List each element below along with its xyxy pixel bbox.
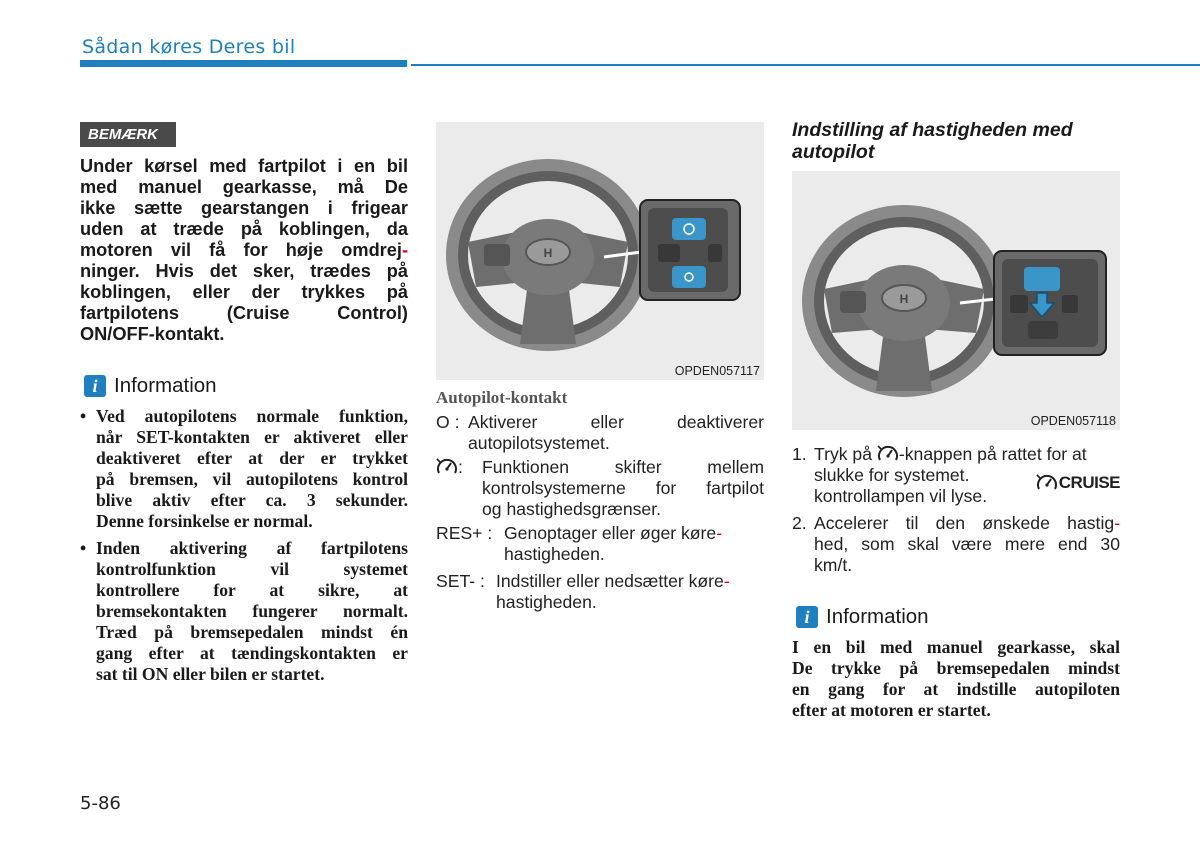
section-title: Sådan køres Deres bil [82,36,296,58]
note-line: Under kørsel med fartpilot i en bil [80,156,408,176]
info-heading-left [84,374,217,398]
hyphen-mark: - [716,523,723,543]
figure-code: OPDEN057118 [1030,414,1116,428]
def-line: Genoptager eller øger køre- [504,523,723,543]
cruise-indicator [1035,472,1120,493]
note-badge: BEMÆRK [80,122,176,147]
hyphen-mark: - [723,571,730,591]
bullet-line: sat til ON eller bilen er startet. [96,664,325,684]
def-line: Aktiverer eller deaktiverer [468,412,764,432]
bullet-line: Ved autopilotens normale funktion, [96,406,408,426]
def-item-res [436,523,764,565]
step-line: hed, som skal være mere end 30 [814,534,1120,554]
info-icon: i [796,606,818,628]
note-line: motoren vil få for høje omdrej- [80,240,408,260]
def-line: og hastighedsgrænser. [482,499,661,519]
steering-wheel-illustration [436,122,764,380]
def-term: O : [436,412,460,432]
cruise-indicator-icon [1035,473,1059,493]
info-line: De trykke på bremsepedalen mindst [792,658,1120,678]
heading-line: autopilot [792,141,875,163]
note-line: koblingen, eller der trykkes på [80,282,408,302]
def-line: Indstiller eller nedsætter køre- [496,571,730,591]
note-line: med manuel gearkasse, må De [80,177,408,197]
note-body [80,156,408,345]
note-line: ON/OFF-kontakt. [80,324,225,344]
bullet-line: Inden aktivering af fartpilotens [96,538,408,558]
step-2 [792,513,1120,576]
info-heading-right [796,605,929,629]
info-icon: i [84,375,106,397]
info-line: efter at motoren er startet. [792,700,991,720]
step-line: Tryk på -knappen på rattet for at [814,444,1087,464]
svg-text:H: H [543,246,553,260]
def-line: hastigheden. [504,544,605,564]
info-title: Information [114,374,217,397]
step-line: kontrollampen vil lyse. [814,486,988,506]
bullet-line: på bremsen, vil autopilotens kontrol [96,469,408,489]
bullet-line: kontrollere for at sikre, at [96,580,408,600]
note-line: uden at træde på koblingen, da [80,219,408,239]
note-line: ninger. Hvis det sker, trædes på [80,261,408,281]
info-line: I en bil med manuel gearkasse, skal [792,637,1120,657]
def-term: SET- : [436,571,485,591]
header-rule-thick [80,60,407,67]
cruise-indicator-text: CRUISE [1058,473,1120,492]
bullet-line: kontrolfunktion vil systemet [96,559,408,579]
hyphen-mark: - [401,240,408,260]
info-line: en gang for at indstille autopiloten [792,679,1120,699]
header-rule-thin [411,64,1200,66]
bullet-line: Denne forsinkelse er normal. [96,511,313,531]
steering-wheel-figure-2 [792,171,1120,430]
bullet-item [80,406,408,532]
cruise-speedometer-icon [877,444,899,464]
bullet-line: blive aktiv efter ca. 3 sekunder. [96,490,408,510]
bullet-line: når SET-kontakten er aktiveret eller [96,427,408,447]
info-right-body [792,637,1120,721]
info-title: Information [826,605,929,628]
cruise-speedometer-icon [436,457,458,477]
speed-setting-heading [792,119,1073,163]
bullet-dot-icon: • [80,406,87,426]
def-term: : [458,457,463,477]
bullet-line: Træd på bremsepedalen mindst én [96,622,408,642]
steps [792,444,1120,576]
svg-text:H: H [899,292,909,306]
step-number: 1. [792,444,807,464]
def-line: Funktionen skifter mellem [482,457,764,477]
step-line: slukke for systemet. [814,465,970,485]
step-number: 2. [792,513,807,533]
figure-code: OPDEN057117 [674,364,760,378]
autopilot-subheading: Autopilot-kontakt [436,388,568,407]
bullet-line: bremsekontakten fungerer normalt. [96,601,408,621]
steering-wheel-illustration [792,171,1120,430]
bullet-line: gang efter at tændingskontakten er [96,643,408,663]
hyphen-mark: - [1114,513,1120,533]
bullet-line: deaktiveret efter at der er trykket [96,448,408,468]
page-number: 5-86 [80,793,121,814]
note-line: ikke sætte gearstangen i frigear [80,198,408,218]
info-bullets [80,406,408,691]
def-item-o [436,412,764,454]
def-line: hastigheden. [496,592,597,612]
bullet-item [80,538,408,685]
step-1 [792,444,1120,507]
steering-wheel-figure-1 [436,122,764,380]
step-line: Accelerer til den ønskede hastig- [814,513,1120,533]
note-line: fartpilotens (Cruise Control) [80,303,408,323]
def-item-cruise [436,457,764,520]
def-item-set [436,571,764,613]
step-line: km/t. [814,555,853,575]
def-term: RES+ : [436,523,493,543]
def-line: autopilotsystemet. [468,433,610,453]
heading-line: Indstilling af hastigheden med [792,119,1073,141]
def-line: kontrolsystemerne for fartpilot [482,478,764,498]
bullet-dot-icon: • [80,538,87,558]
